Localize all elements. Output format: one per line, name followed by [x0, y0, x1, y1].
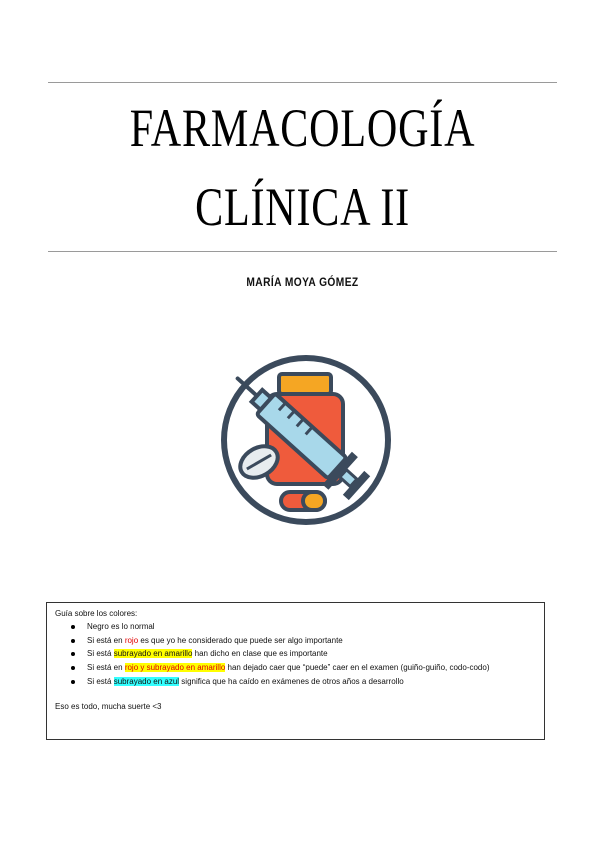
list-item — [55, 677, 536, 688]
title-line-2: CLÍNICA II — [195, 177, 410, 237]
blue-highlight-sample: subrayado en azul — [113, 676, 180, 686]
top-divider — [48, 82, 557, 83]
list-item — [55, 622, 536, 633]
item-post: han dicho en clase que es importante — [192, 649, 328, 659]
red-sample: rojo — [124, 635, 139, 645]
item-post: significa que ha caído en exámenes de otros años a desarrollo — [179, 676, 404, 686]
bottle-cap — [279, 374, 331, 394]
title-line-1: FARMACOLOGÍA — [129, 98, 476, 158]
list-item — [55, 663, 536, 674]
red-yellow-sample: rojo y subrayado en amarillo — [124, 663, 226, 673]
item-text: Negro es lo normal — [87, 621, 155, 631]
yellow-highlight-sample: subrayado en amarillo — [113, 649, 193, 659]
bottom-divider — [48, 251, 557, 252]
item-pre: Si está — [87, 676, 114, 686]
color-guide-footer: Eso es todo, mucha suerte <3 — [55, 701, 162, 711]
pharmacology-icon — [219, 352, 394, 527]
list-item — [55, 636, 536, 647]
item-pre: Si está — [87, 649, 114, 659]
item-pre: Si está en — [87, 635, 125, 645]
item-pre: Si está en — [87, 663, 125, 673]
color-guide-title: Guía sobre los colores: — [55, 609, 138, 618]
color-guide-list — [55, 622, 536, 688]
pharmacology-illustration — [219, 352, 394, 527]
item-post: es que yo he considerado que puede ser algo importante — [138, 635, 343, 645]
capsule — [281, 492, 325, 510]
color-guide-box — [46, 602, 545, 740]
author-name: MARÍA MOYA GÓMEZ — [246, 275, 359, 289]
item-post: han dejado caer que “puede” caer en el examen (guiño-guiño, codo-codo) — [225, 663, 490, 673]
list-item — [55, 649, 536, 660]
